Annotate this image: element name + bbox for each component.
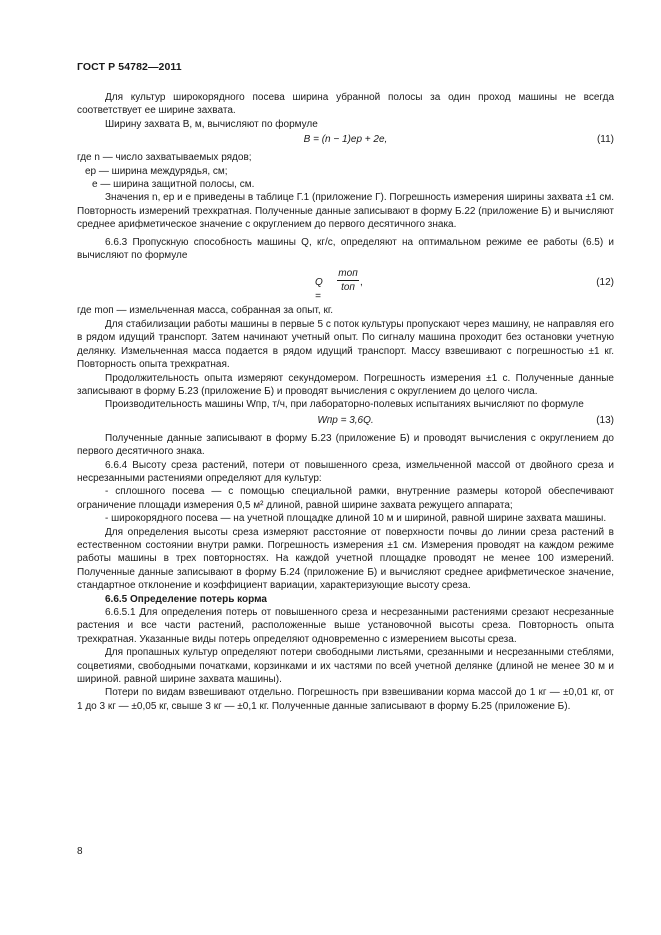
paragraph: Для пропашных культур определяют потери свободными листьями, срезанными и несрезанными стеблями, соцветиями, свободными початками, корзинками и их частями по всей учетной делянке (длиной не менее 30 м и шириной. равной ширине захвата машины). — [77, 647, 614, 686]
paragraph: Для культур широкорядного посева ширина убранной полосы за один проход машины не всегда соответствует ее ширине захвата. — [77, 92, 614, 117]
paragraph: Для определения высоты среза измеряют расстояние от поверхности почвы до линии среза растений в естественном состоянии внутри рамки. Погрешность измерения ±1 см. Измерения проводят на каждом режиме работы машины в трех повторностях. На каждой учетной площадке проводят не менее 100 измерений. Полученные данные записывают в форму Б.24 (приложение Б) и вычисляют среднее арифметическое значение, стандартное отклонение и коэффициент вариации, характеризующие высоту среза. — [77, 526, 614, 592]
paragraph: Производительность машины Wпр, т/ч, при лабораторно-полевых испытаниях вычисляют по формуле — [105, 399, 584, 411]
fraction-denominator: tоп — [341, 282, 355, 294]
paragraph: Значения n, eр и e приведены в таблице Г.1 (приложение Г). Погрешность измерения ширины захвата ±1 см. Повторность измерений трехкратная. Полученные данные записывают в форму Б.22 (приложение Б) и вычисляют среднее арифметическое значение с округлением до первого десятичного знака. — [77, 192, 614, 231]
list-item: - сплошного посева — с помощью специальной рамки, внутренние размеры которой обеспечивают ограничение площади измерения 0,5 м² длиной, равной ширине захвата режущего аппарата; — [77, 486, 614, 511]
definition: e — ширина защитной полосы, см. — [92, 179, 255, 191]
equation-number: (12) — [596, 277, 614, 289]
equation-11 — [77, 133, 614, 147]
equation-formula: Wпр = 3,6Q. — [317, 414, 374, 426]
paragraph: Ширину захвата В, м, вычисляют по формуле — [105, 118, 318, 130]
paragraph: 6.6.3 Пропускную способность машины Q, кг/с, определяют на оптимальном режиме ее работы (6.5) и вычисляют по формуле — [77, 236, 614, 262]
equation-12 — [77, 268, 614, 302]
paragraph: Полученные данные записывают в форму Б.23 (приложение Б) и проводят вычисления с округлением до первого десятичного знака. — [77, 432, 614, 458]
paragraph: Для стабилизации работы машины в первые 5 с поток культуры пропускают через машину, не направляя его в рядом идущий транспорт. Затем начинают учетный опыт. По сигналу машина проходит без остановки учетную делянку. Измельченная масса подается в рядом идущий транспорт. Массу взвешивают с погрешностью ±1 кг. Повторность опыта трехкратная. — [77, 318, 614, 371]
page-body — [77, 91, 614, 713]
fraction — [337, 268, 359, 295]
standard-header: ГОСТ Р 54782—2011 — [77, 61, 182, 73]
paragraph: Продолжительность опыта измеряют секундомером. Погрешность измерения ±1 с. Полученные данные записывают в форму Б.23 (приложение Б) и проводят вычисления с округлением до целого числа. — [77, 372, 614, 397]
page-number: 8 — [77, 846, 83, 857]
equation-comma: , — [360, 277, 363, 289]
equation-number: (11) — [596, 134, 614, 146]
definition: где n — число захватываемых рядов; — [77, 152, 252, 164]
paragraph: 6.6.4 Высоту среза растений, потери от повышенного среза, измельченной массой от двойного среза и несрезанными растениями определяют для культур: — [77, 459, 614, 484]
definition: eр — ширина междурядья, см; — [85, 165, 228, 177]
definition: где mоп — измельченная масса, собранная за опыт, кг. — [77, 305, 334, 317]
equation-13 — [77, 414, 614, 428]
list-item: - широкорядного посева — на учетной площадке длиной 10 м и шириной, равной ширине захвата машины. — [105, 513, 607, 525]
equation-lhs: Q = — [315, 277, 323, 302]
equation-number: (13) — [596, 414, 614, 426]
fraction-numerator: mоп — [338, 268, 358, 280]
equation-formula: B = (n − 1)eр + 2e, — [303, 134, 388, 146]
paragraph: Потери по видам взвешивают отдельно. Погрешность при взвешивании корма массой до 1 кг — ±0,01 кг, от 1 до 3 кг — ±0,05 кг, свыше 3 кг — ±0,1 кг. Полученные данные записывают в форму Б.25 (приложение Б). — [77, 687, 614, 712]
section-heading: 6.6.5 Определение потерь корма — [105, 593, 267, 605]
paragraph: 6.6.5.1 Для определения потерь от повышенного среза и несрезанными растениями срезают несрезанные растения и все части растений, расположенные выше установочной высоты среза. Повторность опыта трехкратная. Указанные виды потерь определяют одновременно с измерением высоты среза. — [77, 607, 614, 645]
